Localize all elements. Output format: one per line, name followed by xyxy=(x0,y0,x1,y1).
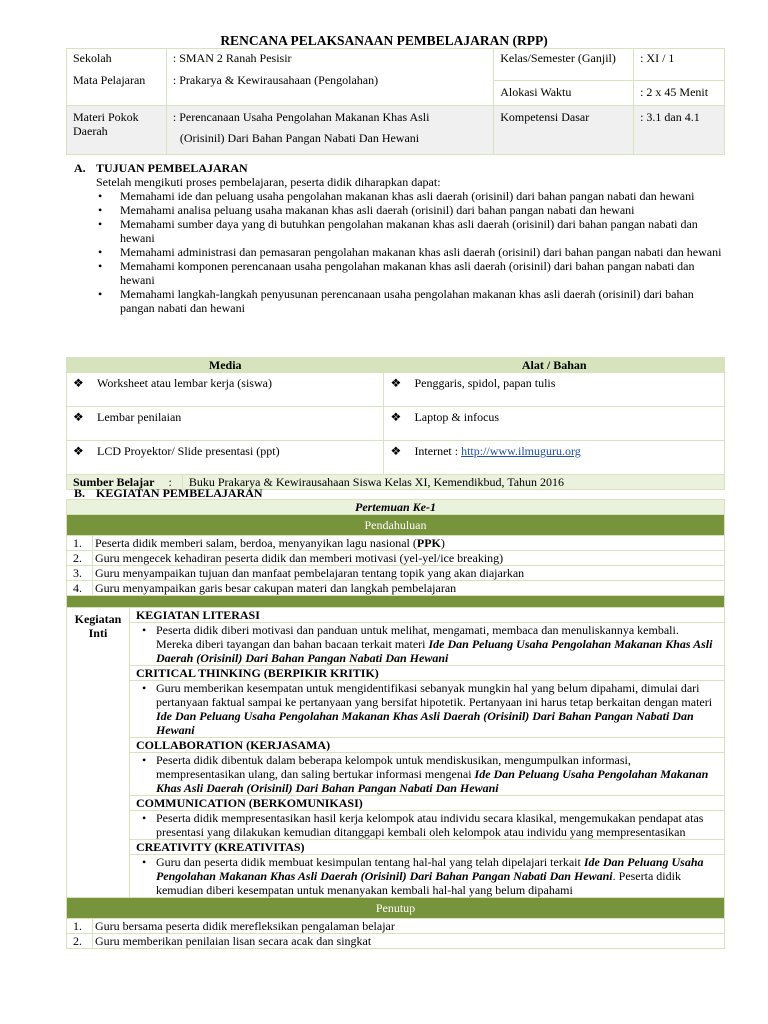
media-header: Media xyxy=(67,358,384,373)
inti-emph: Ide Dan Peluang Usaha Pengolahan Makanan Khas Asli Daerah (Orisinil) Dari Bahan Pangan Nabati Dan Hewani xyxy=(155,637,713,665)
list-item: • Memahami langkah-langkah penyusunan perencanaan usaha pengolahan makanan khas asli daerah (orisinil) dari bahan pangan nabati dan hewani xyxy=(120,287,729,315)
table-row xyxy=(67,566,725,581)
materi-value xyxy=(166,106,493,155)
inti-text: Peserta didik mempresentasikan hasil kerja kelompok atau individu secara klasikal, mengemukakan pendapat atas presentasi yang dilakukan kemudian ditanggapi kembali oleh kelompok atau individu yang mempresentasikan xyxy=(155,811,704,839)
row-text-pre: Peserta didik memberi salam, berdoa, menyanyikan lagu nasional ( xyxy=(94,536,417,550)
row-number: 2. xyxy=(67,551,93,566)
inti-text: Guru dan peserta didik membuat kesimpulan tentang hal-hal yang telah dipelajari terkait xyxy=(155,855,584,869)
row-text-post: ) xyxy=(440,536,445,550)
diamond-bullet-icon: ❖ xyxy=(73,376,84,390)
table-row xyxy=(67,919,725,934)
media-item: Worksheet atau lembar kerja (siswa) xyxy=(97,376,272,390)
tujuan-list xyxy=(74,189,729,315)
diamond-bullet-icon: ❖ xyxy=(390,376,402,390)
materi-value-line2: (Orisinil) Dari Bahan Pangan Nabati Dan Hewani xyxy=(179,131,420,145)
row-text: Guru memberikan penilaian lisan secara acak dan singkat xyxy=(92,934,724,949)
alat-item: Penggaris, spidol, papan tulis xyxy=(414,376,556,390)
sumber-label: Sumber Belajar xyxy=(73,475,155,489)
media-cell xyxy=(67,407,384,441)
table-row xyxy=(67,407,725,441)
list-item xyxy=(156,681,718,737)
inti-category: COLLABORATION (KERJASAMA) xyxy=(129,738,724,753)
table-row xyxy=(67,441,725,475)
inti-emph: Ide Dan Peluang Usaha Pengolahan Makanan Khas Asli Daerah (Orisinil) Dari Bahan Pangan Nabati Dan Hewani xyxy=(155,855,704,883)
diamond-bullet-icon: ❖ xyxy=(73,410,84,424)
diamond-bullet-icon: ❖ xyxy=(390,410,402,424)
penutup-band: Penutup xyxy=(67,898,725,919)
list-item xyxy=(156,753,718,795)
inti-category: CREATIVITY (KREATIVITAS) xyxy=(129,840,724,855)
inti-category: COMMUNICATION (BERKOMUNIKASI) xyxy=(129,796,724,811)
tujuan-intro: Setelah mengikuti proses pembelajaran, peserta didik diharapkan dapat: xyxy=(96,175,441,189)
table-row xyxy=(67,536,725,551)
inti-content xyxy=(129,855,724,898)
row-text: Guru bersama peserta didik merefleksikan pengalaman belajar xyxy=(92,919,724,934)
row-number: 3. xyxy=(67,566,93,581)
document-title: RENCANA PELAKSANAAN PEMBELAJARAN (RPP) xyxy=(220,33,548,48)
media-table xyxy=(66,357,725,490)
list-item xyxy=(156,811,718,839)
alat-cell xyxy=(384,373,725,407)
inti-category: KEGIATAN LITERASI xyxy=(129,608,724,623)
inti-content xyxy=(129,811,724,840)
mapel-value: : Prakarya & Kewirausahaan (Pengolahan) xyxy=(166,65,493,106)
inti-category: CRITICAL THINKING (BERPIKIR KRITIK) xyxy=(129,666,724,681)
kegiatan-heading xyxy=(74,486,729,500)
kelas-label: Kelas/Semester (Ganjil) xyxy=(494,49,634,81)
row-text xyxy=(92,536,724,551)
materi-label: Materi Pokok Daerah xyxy=(67,106,167,155)
inti-band xyxy=(67,596,725,608)
table-row xyxy=(67,581,725,596)
table-row xyxy=(67,934,725,949)
media-cell xyxy=(67,441,384,475)
alokasi-label: Alokasi Waktu xyxy=(494,81,634,106)
kelas-value: : XI / 1 xyxy=(634,49,725,81)
alokasi-value: : 2 x 45 Menit xyxy=(634,81,725,106)
inti-emph: Ide Dan Peluang Usaha Pengolahan Makanan Khas Asli Daerah (Orisinil) Dari Bahan Pangan Nabati Dan Hewani xyxy=(155,767,709,795)
row-number: 4. xyxy=(67,581,93,596)
inti-after: . Peserta didik kemudian diberi kesempatan untuk menanyakan kembali hal-hal yang belum dipahami xyxy=(155,869,681,897)
pendahuluan-band: Pendahuluan xyxy=(67,515,725,536)
row-text-bold: PPK xyxy=(416,536,441,550)
row-text: Guru mengecek kehadiran peserta didik dan memberi motivasi (yel-yel/ice breaking) xyxy=(92,551,724,566)
inti-text: Peserta didik dibentuk dalam beberapa kelompok untuk mendiskusikan, mengumpulkan informasi, mempresentasikan ulang, dan saling bertukar informasi mengenai xyxy=(155,753,631,781)
inti-content xyxy=(129,681,724,738)
kegiatan-letter: B. xyxy=(74,486,86,500)
sumber-colon: : xyxy=(168,475,172,489)
list-item xyxy=(156,855,718,897)
media-item: LCD Proyektor/ Slide presentasi (ppt) xyxy=(97,444,280,458)
inti-content xyxy=(129,623,724,666)
list-item: • Memahami administrasi dan pemasaran pengolahan makanan khas asli daerah (orisinil) dari bahan pangan nabati dan hewani xyxy=(120,245,729,259)
info-table xyxy=(66,48,725,155)
row-number: 1. xyxy=(67,919,93,934)
mapel-label: Mata Pelajaran xyxy=(67,65,167,106)
kd-value: : 3.1 dan 4.1 xyxy=(634,106,725,155)
inti-emph: Ide Dan Peluang Usaha Pengolahan Makanan Khas Asli Daerah (Orisinil) Dari Bahan Pangan Nabati Dan Hewani xyxy=(155,709,694,737)
list-item xyxy=(156,623,718,665)
kd-label: Kompetensi Dasar xyxy=(494,106,634,155)
kegiatan-heading-text: KEGIATAN PEMBELAJARAN xyxy=(96,486,263,500)
sumber-value: Buku Prakarya & Kewirausahaan Siswa Kelas XI, Kemendikbud, Tahun 2016 xyxy=(182,475,724,490)
alat-cell xyxy=(384,441,725,475)
alat-item: Internet : xyxy=(414,444,462,458)
tujuan-section xyxy=(74,161,729,315)
alat-header: Alat / Bahan xyxy=(384,358,725,373)
diamond-bullet-icon: ❖ xyxy=(390,444,402,458)
table-row xyxy=(67,373,725,407)
pertemuan-label: Pertemuan Ke-1 xyxy=(67,500,725,515)
sekolah-value: : SMAN 2 Ranah Pesisir xyxy=(166,49,493,66)
alat-cell xyxy=(384,407,725,441)
list-item: • Memahami ide dan peluang usaha pengolahan makanan khas asli daerah (orisinil) dari bahan pangan nabati dan hewani xyxy=(120,189,729,203)
media-cell xyxy=(67,373,384,407)
kegiatan-inti-label: Kegiatan Inti xyxy=(67,608,130,898)
row-number: 2. xyxy=(67,934,93,949)
tujuan-heading xyxy=(74,161,729,175)
alat-item: Laptop & infocus xyxy=(414,410,500,424)
tujuan-heading-text: TUJUAN PEMBELAJARAN xyxy=(96,161,248,175)
inti-text: Peserta didik diberi motivasi dan panduan untuk melihat, mengamati, membaca dan menuliskannya kembali. Mereka diberi tayangan dan bahan bacaan terkait materi xyxy=(155,623,679,651)
inti-text: Guru memberikan kesempatan untuk mengidentifikasi sebanyak mungkin hal yang belum dipahami, dimulai dari pertanyaan faktual sampai ke pertanyaan yang bersifat hipotetik. Pertanyaan ini harus tetap berkaitan dengan materi xyxy=(155,681,713,709)
tujuan-letter: A. xyxy=(74,161,86,175)
table-row xyxy=(67,551,725,566)
sekolah-label: Sekolah xyxy=(67,49,167,66)
list-item: • Memahami sumber daya yang di butuhkan pengolahan makanan khas asli daerah (orisinil) dari bahan pangan nabati dan hewani xyxy=(120,217,729,245)
materi-value-line1: : Perencanaan Usaha Pengolahan Makanan Khas Asli xyxy=(172,110,430,124)
row-text: Guru menyampaikan garis besar cakupan materi dan langkah pembelajaran xyxy=(92,581,724,596)
media-item: Lembar penilaian xyxy=(97,410,182,424)
internet-link[interactable]: http://www.ilmuguru.org xyxy=(461,444,581,458)
inti-content xyxy=(129,753,724,796)
list-item: • Memahami komponen perencanaan usaha pengolahan makanan khas asli daerah (orisinil) dari bahan pangan nabati dan hewani xyxy=(120,259,729,287)
diamond-bullet-icon: ❖ xyxy=(73,444,84,458)
list-item: • Memahami analisa peluang usaha makanan khas asli daerah (orisinil) dari bahan pangan nabati dan hewani xyxy=(120,203,729,217)
row-text: Guru menyampaikan tujuan dan manfaat pembelajaran tentang topik yang akan diajarkan xyxy=(92,566,724,581)
row-number: 1. xyxy=(67,536,93,551)
kegiatan-table xyxy=(66,499,725,949)
